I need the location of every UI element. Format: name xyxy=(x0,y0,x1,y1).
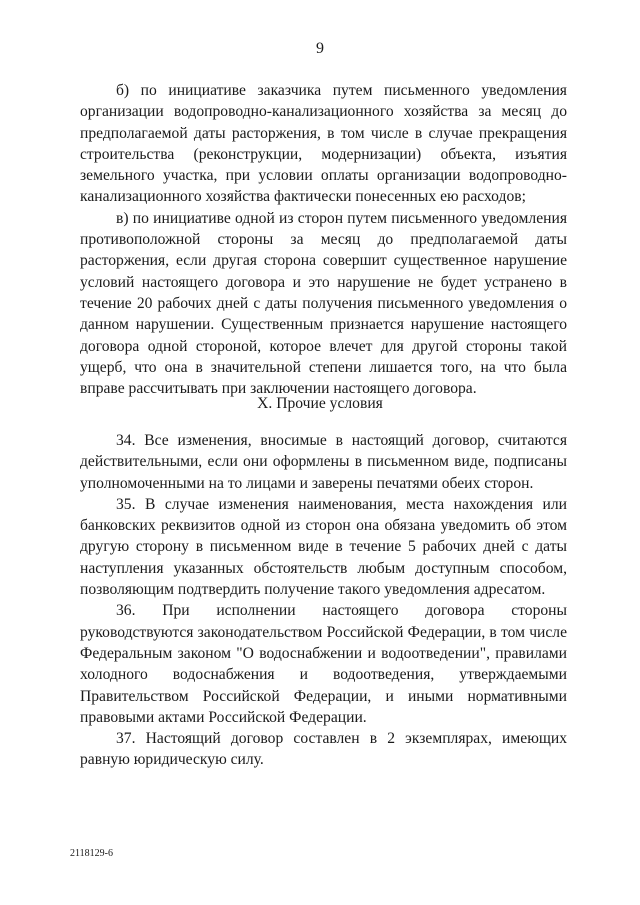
section-title: X. Прочие условия xyxy=(257,395,383,412)
paragraph-b: б) по инициативе заказчика путем письменного уведомления организации водопроводно-канализационного хозяйства за месяц до предполагаемой даты расторжения, в том числе в случае прекращения строительства (реконструкции, модернизации) объекта, изъятия земельного участка, при условии оплаты организации водопроводно-канализационного хозяйства фактически понесенных ею расходов; xyxy=(80,82,567,206)
paragraph-v: в) по инициативе одной из сторон путем письменного уведомления противоположной стороны за месяц до предполагаемой даты расторжения, если другая сторона совершит существенное нарушение условий настоящего договора и это нарушение не будет устранено в течение 20 рабочих дней с даты получения письменного уведомления о данном нарушении. Существенным признается нарушение настоящего договора одной стороной, которое влечет для другой стороны такой ущерб, что она в значительной степени лишается того, на что была вправе рассчитывать при заключении настоящего договора. xyxy=(80,209,567,398)
document-code: 2118129-6 xyxy=(70,848,113,859)
contract-terms-before xyxy=(80,80,567,399)
paragraph-35: 35. В случае изменения наименования, места нахождения или банковских реквизитов одной из сторон она обязана уведомить об этом другую сторону в письменном виде в течение 5 рабочих дней с даты наступления указанных обстоятельств любым доступным способом, позволяющим подтвердить получение такого уведомления адресатом. xyxy=(80,495,567,599)
paragraph-34: 34. Все изменения, вносимые в настоящий договор, считаются действительными, если они оформлены в письменном виде, подписаны уполномоченными на то лицами и заверены печатями обеих сторон. xyxy=(80,432,567,492)
paragraph-37: 37. Настоящий договор составлен в 2 экземплярах, имеющих равную юридическую силу. xyxy=(80,730,567,769)
paragraph-36: 36. При исполнении настоящего договора стороны руководствуются законодательством Российской Федерации, в том числе Федеральным законом "О водоснабжении и водоотведении", правилами холодного водоснабжения и водоотведения, утверждаемыми Правительством Российской Федерации, и иными нормативными правовыми актами Российской Федерации. xyxy=(80,602,567,726)
page-number: 9 xyxy=(316,40,324,57)
other-conditions-section xyxy=(80,430,567,771)
